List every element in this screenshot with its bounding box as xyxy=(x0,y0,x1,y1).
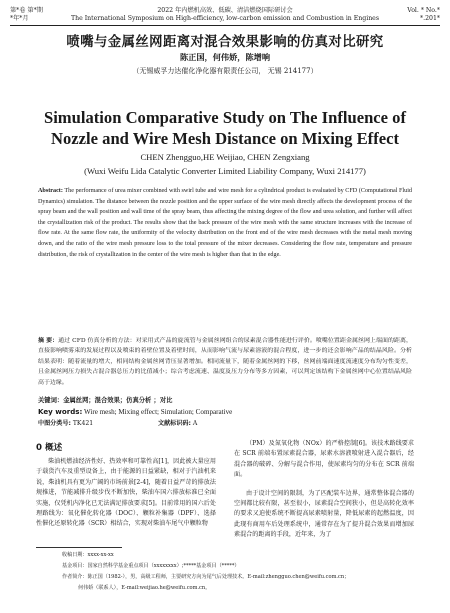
abstract-en-label: Abstract: xyxy=(38,188,63,194)
title-en-line2: Nozzle and Wire Mesh Distance on Mixing Effect xyxy=(51,128,399,148)
document-code xyxy=(158,418,197,427)
keywords-en xyxy=(38,407,412,417)
header-volume-issue: 第*卷 第*期 xyxy=(10,7,43,14)
keywords-cn xyxy=(38,396,412,406)
footnote-contact: 何伟娇（联系人），E-mail:weijiao.he@weifu.com.cn。 xyxy=(78,585,211,591)
footnote-received: 收稿日期：xxxx-xx-xx xyxy=(62,552,114,558)
body-paragraph: （PM）及氮氧化物（NOx）的严格控制[6]。该技术路线要求在 SCR 前端布置尿素混合器，尿素水溶液喷射进入混合器后，经混合器的破碎、分解与混合作用，使尿素均匀的分布在 SCR 前端面。 xyxy=(234,440,414,479)
section-title-overview: 0 概述 xyxy=(36,443,63,453)
abstract-cn xyxy=(38,336,412,388)
abstract-cn-label: 摘 要： xyxy=(38,337,59,344)
title-en-line1: Simulation Comparative Study on The Influence of xyxy=(43,108,407,127)
classification-line xyxy=(38,418,198,427)
affiliation-cn: （无锡威孚力达催化净化器有限责任公司， 无锡 214177） xyxy=(132,67,318,75)
doc-code-label: 文献标识码: xyxy=(158,420,191,427)
keywords-cn-label: 关键词： xyxy=(38,397,64,404)
keywords-en-text: Wire mesh; Mixing effect; Simulation; Comparative xyxy=(82,408,233,416)
authors-en: CHEN Zhengguo,HE Weijiao, CHEN Zengxiang xyxy=(140,152,310,162)
abstract-cn-text: 通过 CFD 仿真分析的方法：对采用式产品的旋流管与金属丝网组合的尿素混合器性能进行评价。喷嘴位置距金属丝网上端面的距离，直接影响喷雾束的发展过程以及喷束的着壁位置及着壁时间，从而影响气流与尿素溶液的混合程度，进一步的还会影响产品的结晶风险。分析结果表明：随着流量的增大，相同结构金属丝网背压显著增加。相同流量下，随着金属丝网的下移，丝网前端面速度流速度分布均匀性变差，且金属丝网压力损失占混合器总压力的比值减小；综合考虑流速、温度及压力分布等多方因素，可以判定该结构下金属丝网中心位置结晶风险高于边缘。 xyxy=(38,337,412,386)
title-cn: 喷嘴与金属丝网距离对混合效果影响的仿真对比研究 xyxy=(66,35,384,50)
header-vol-no: Vol. * No.* xyxy=(407,7,440,14)
body-column-left xyxy=(36,457,216,530)
header-month: *年*月 xyxy=(10,15,29,22)
affiliation-en: (Wuxi Weifu Lida Catalytic Converter Limited Liability Company, Wuxi 214177) xyxy=(84,166,366,176)
clc-label: 中图分类号: xyxy=(38,420,71,427)
body-column-right xyxy=(234,439,414,541)
footnote-author-bio: 作者简介：陈正国（1982-），男，高级工程师，主要研究方向为尾气后处理技术。E-mail:zhengguo.chen@weifu.com.cn； xyxy=(62,574,350,580)
header-conference-en: The International Symposium on High-efficiency, low-carbon emission and Combustion in Engines xyxy=(70,15,380,22)
header-year: *.201* xyxy=(420,15,440,22)
keywords-cn-text: 金属丝网；混合效果；仿真分析 ；对比 xyxy=(63,397,173,404)
abstract-en xyxy=(38,186,412,260)
doc-code-value: A xyxy=(190,420,198,427)
abstract-en-text: The performance of urea mixer combined with swirl tube and wire mesh for a cylindrical product is evaluated by CFD (Computational Fluid Dynamics) simulation. The distance between the nozzle position and the upper surface of the wire mesh directly affects the development process of the spray beam and the wall position and wall time of the spray beam, thus affecting the mixing degree of the flow and urea solution, and further will affect the crystallization risk of the product. The results show that the back pressure of the wire mesh with the same structure increases with the increase of flow rate. At the same flow rate, the uniformity of the velocity distribution on the front end of the wire mesh decreases with the metal mesh moving down, and the ratio of the wire mesh pressure loss to the total pressure of the mixer decreases. Considering the flow rate, temperature and pressure distribution, the risk of crystallization in the center of the wire mesh is higher than that in the edge. xyxy=(38,188,412,258)
clc-value: TK421 xyxy=(70,420,94,427)
header-rule xyxy=(10,25,440,26)
keywords-en-label: Key words: xyxy=(38,407,83,416)
body-paragraph: 由于设计空间的限制，为了匹配装车边界，通常整体混合器的空间都比较有限，甚至很小，尿素混合空间狭小，但是高转化效率的要求又迫使系统不断提高尿素喷射量，降低尿素的起燃温度，因此现有商用车后处理系统中，通常存在为了提升混合效果而增加尿素混合的距离的手段，近年来，为了 xyxy=(234,489,414,539)
footnote-rule xyxy=(36,547,122,548)
title-en xyxy=(0,108,450,149)
authors-cn: 陈正国，何伟娇，陈增响 xyxy=(179,52,271,62)
body-paragraph: 柴油机燃油经济性好、热效率和可靠性高[1]，因此被大量应用于载货汽车及重型设备上，由于能源的日益紧缺，相对于汽油机来说，柴油机具有更为广阔的市场前景[2-4]，随着日益严苛的排放法规推进，节能减排升级步伐不断加快，柴油车国六排放标准已全面实施，仅凭机内净化已无法满足排放要求[5]。目前常用的国六后处理路线为：氧化催化转化器（DOC）、颗粒补集器（DPF）、选择性催化还原转化器（SCR）相结合，实现对柴油车尾气中颗粒物 xyxy=(36,458,216,528)
footnote-fund: 基金项目：国家自然科学基金重点项目（xxxxxxxx）;*****基金项目（*****） xyxy=(62,563,240,569)
header-conference-cn: 2022 年内燃机高效、低碳、清洁燃烧国际研讨会 xyxy=(157,7,293,14)
